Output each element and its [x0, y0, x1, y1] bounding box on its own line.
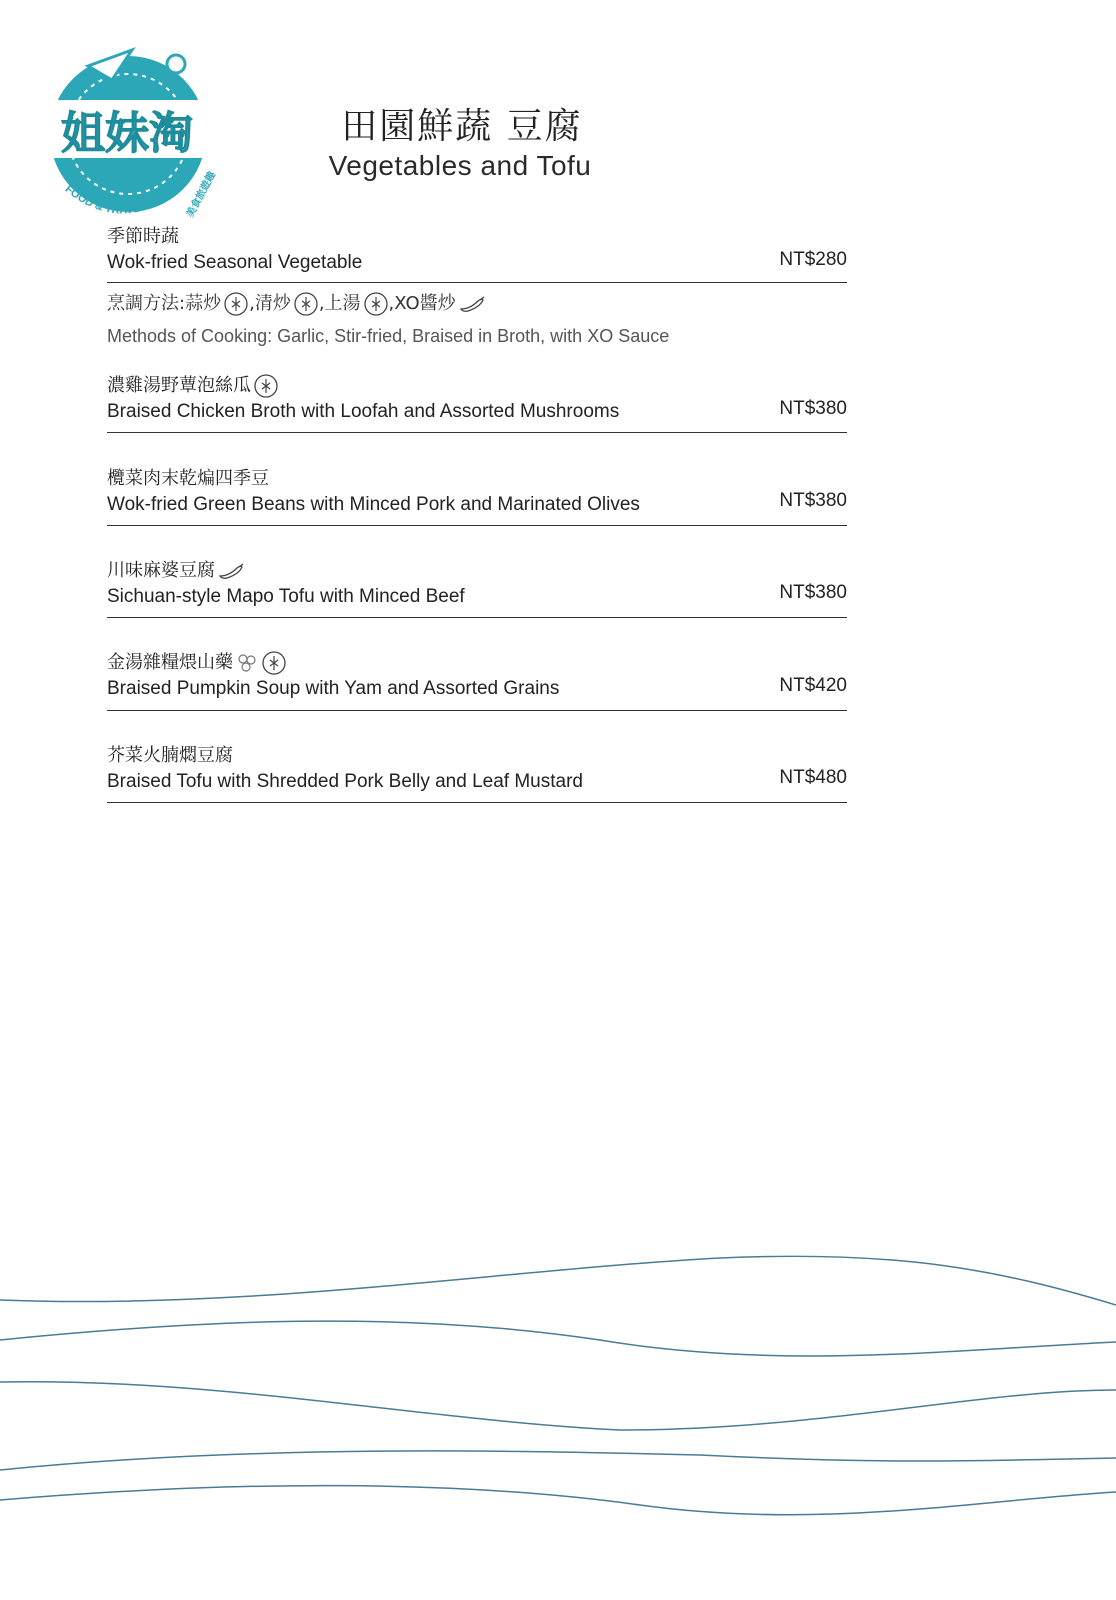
cooking-methods [107, 292, 847, 348]
item-price: NT$280 [779, 249, 847, 270]
vegetarian-icon [363, 292, 389, 316]
method-stir-fried: 清炒 [254, 293, 291, 314]
page-title-en: Vegetables and Tofu [328, 150, 592, 181]
item-name-en: Sichuan-style Mapo Tofu with Minced Beef [107, 586, 465, 607]
nuts-icon [235, 651, 259, 675]
method-broth: 上湯 [324, 293, 361, 314]
logo-brand-text: 姐妹淘 [61, 108, 193, 159]
vegetarian-icon [293, 292, 319, 316]
brand-logo [20, 36, 238, 232]
methods-label: 烹調方法: [107, 293, 186, 314]
item-price: NT$380 [779, 398, 847, 419]
methods-zh [107, 292, 847, 316]
location-pin-icon [167, 55, 185, 73]
item-name-zh: 濃雞湯野蕈泡絲瓜 [107, 374, 847, 398]
item-price: NT$380 [779, 490, 847, 511]
item-name-en: Wok-fried Green Beans with Minced Pork and Marinated Olives [107, 494, 640, 515]
item-name-en: Braised Pumpkin Soup with Yam and Assorted Grains [107, 678, 560, 699]
methods-sep: , [318, 293, 325, 314]
logo-tagline: FOOD & TRAVEL [62, 183, 149, 217]
menu-item [107, 467, 847, 517]
item-name-zh: 川味麻婆豆腐 [107, 559, 847, 583]
vegetarian-icon [223, 292, 249, 316]
divider [107, 282, 847, 283]
item-name-zh: 芥菜火腩燜豆腐 [107, 745, 233, 766]
divider [107, 802, 847, 803]
item-name-en: Braised Chicken Broth with Loofah and Assorted Mushrooms [107, 401, 620, 422]
method-xo: XO醬炒 [394, 293, 456, 314]
menu-item [107, 374, 847, 424]
page-title-zh: 田園鮮蔬 豆腐 [341, 106, 583, 147]
item-name-en: Wok-fried Seasonal Vegetable [107, 252, 363, 273]
chili-pepper-icon [458, 295, 486, 313]
method-garlic: 蒜炒 [185, 293, 222, 314]
menu-item [107, 559, 847, 609]
methods-sep: , [249, 293, 255, 314]
item-name-zh: 季節時蔬 [107, 226, 179, 247]
item-price: NT$420 [779, 675, 847, 696]
menu-item [107, 651, 847, 701]
item-price: NT$380 [779, 582, 847, 603]
item-name-en: Braised Tofu with Shredded Pork Belly and Leaf Mustard [107, 771, 583, 792]
menu-item [107, 225, 847, 275]
item-price: NT$480 [779, 767, 847, 788]
menu-item [107, 744, 847, 794]
divider [107, 525, 847, 526]
decorative-waves [0, 1230, 1116, 1560]
item-name-zh: 金湯雜糧煨山藥 [107, 651, 847, 675]
vegetarian-icon [261, 651, 287, 675]
divider [107, 710, 847, 711]
chili-pepper-icon [217, 562, 245, 580]
methods-en: Methods of Cooking: Garlic, Stir-fried, Braised in Broth, with XO Sauce [107, 326, 670, 346]
divider [107, 432, 847, 433]
item-name-zh: 欖菜肉末乾煸四季豆 [107, 468, 269, 489]
divider [107, 617, 847, 618]
vegetarian-icon [253, 374, 279, 398]
logo-side-text: 美食旅遊趣 [184, 170, 219, 220]
methods-sep: , [388, 293, 395, 314]
